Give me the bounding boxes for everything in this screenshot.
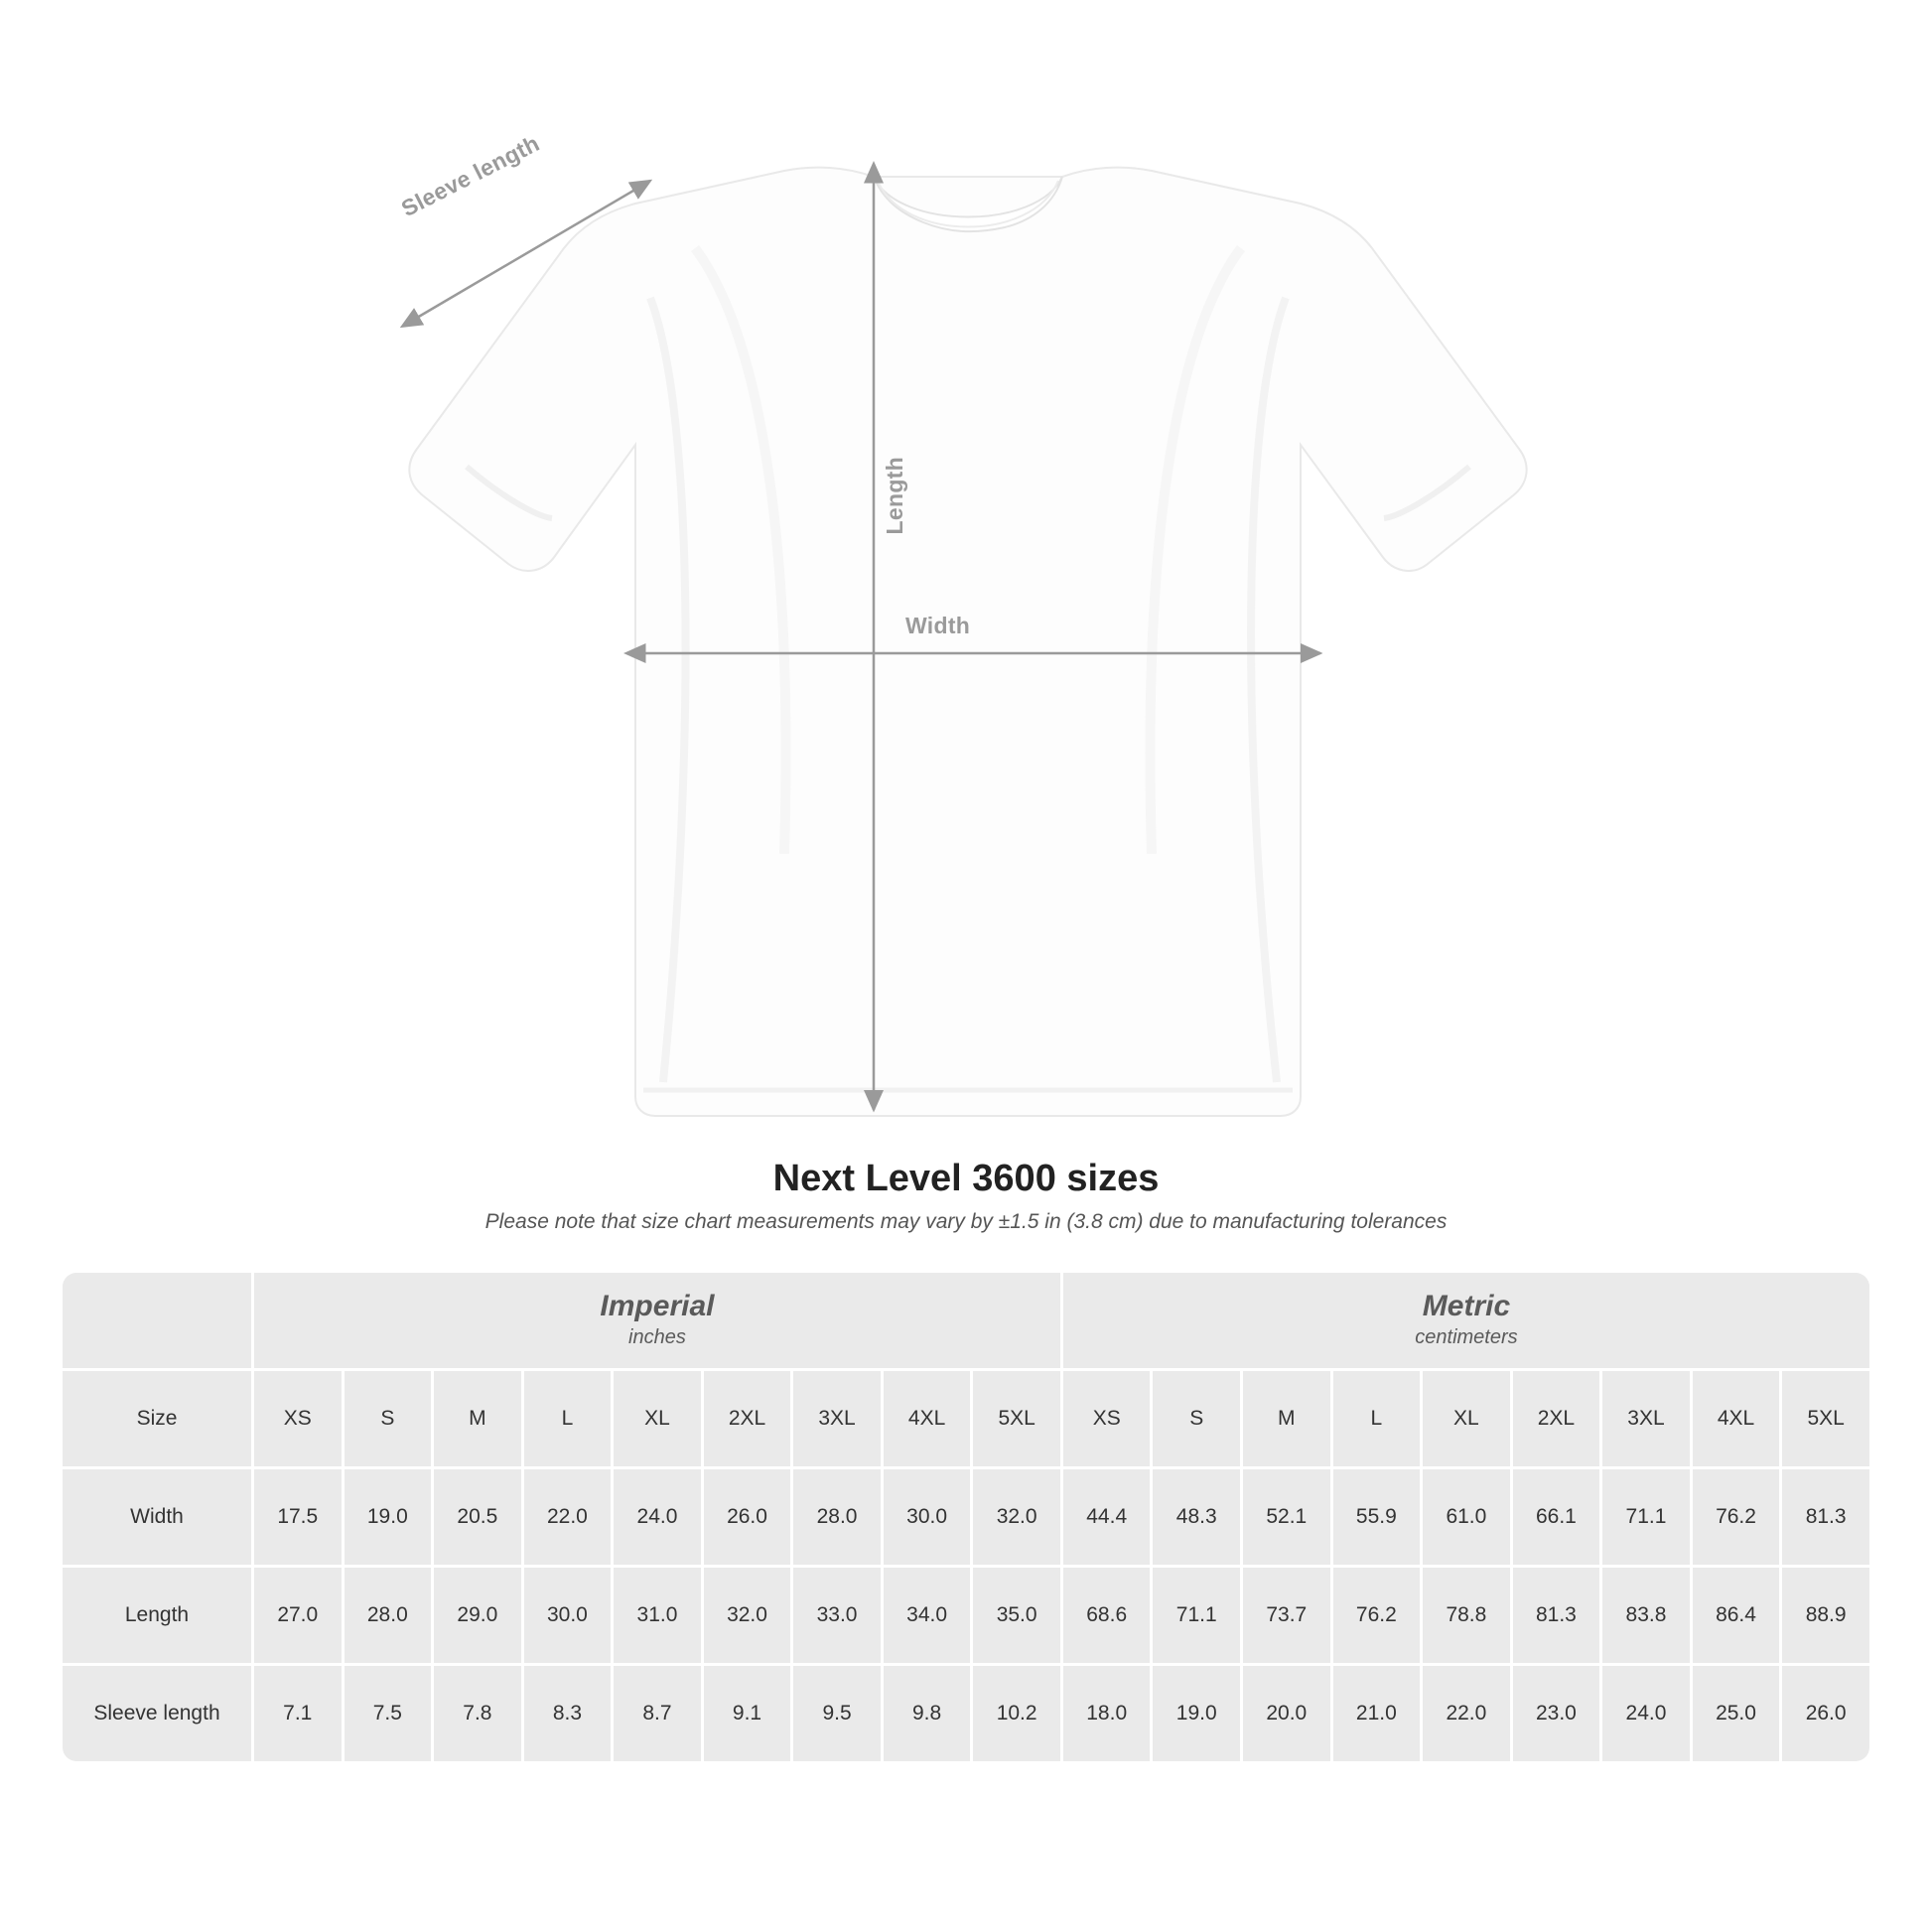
cell-width-met-xs: 44.4 [1063,1469,1151,1565]
cell-sleeve-met-l: 21.0 [1333,1666,1421,1761]
column-header-imp-3xl: 3XL [793,1371,881,1466]
cell-width-met-xl: 61.0 [1423,1469,1510,1565]
cell-width-imp-m: 20.5 [434,1469,521,1565]
system-unit-imperial: inches [628,1326,686,1349]
cell-width-imp-xs: 17.5 [254,1469,342,1565]
cell-width-imp-s: 19.0 [345,1469,432,1565]
cell-sleeve-met-4xl: 25.0 [1693,1666,1780,1761]
cell-sleeve-imp-2xl: 9.1 [704,1666,791,1761]
table-size-header-row [63,1371,1869,1466]
row-header-width: Width [63,1469,251,1565]
column-header-met-xl: XL [1423,1371,1510,1466]
cell-length-imp-4xl: 34.0 [884,1568,971,1663]
cell-length-met-5xl: 88.9 [1782,1568,1869,1663]
cell-sleeve-met-xs: 18.0 [1063,1666,1151,1761]
cell-length-imp-2xl: 32.0 [704,1568,791,1663]
cell-length-imp-s: 28.0 [345,1568,432,1663]
column-header-size: Size [63,1371,251,1466]
cell-width-imp-l: 22.0 [524,1469,612,1565]
cell-width-met-l: 55.9 [1333,1469,1421,1565]
cell-sleeve-imp-xs: 7.1 [254,1666,342,1761]
cell-sleeve-met-3xl: 24.0 [1602,1666,1690,1761]
cell-width-met-s: 48.3 [1153,1469,1240,1565]
row-header-length: Length [63,1568,251,1663]
cell-length-met-l: 76.2 [1333,1568,1421,1663]
column-header-imp-m: M [434,1371,521,1466]
cell-sleeve-imp-5xl: 10.2 [973,1666,1060,1761]
cell-width-met-5xl: 81.3 [1782,1469,1869,1565]
cell-sleeve-met-xl: 22.0 [1423,1666,1510,1761]
cell-width-met-3xl: 71.1 [1602,1469,1690,1565]
cell-sleeve-imp-s: 7.5 [345,1666,432,1761]
table-row [63,1568,1869,1663]
cell-sleeve-imp-xl: 8.7 [614,1666,701,1761]
table-system-header-row [63,1273,1869,1368]
tshirt-shape [409,168,1526,1116]
column-header-imp-2xl: 2XL [704,1371,791,1466]
cell-sleeve-imp-4xl: 9.8 [884,1666,971,1761]
cell-sleeve-met-2xl: 23.0 [1513,1666,1600,1761]
row-header-sleeve-length: Sleeve length [63,1666,251,1761]
cell-sleeve-met-m: 20.0 [1243,1666,1330,1761]
column-header-met-xs: XS [1063,1371,1151,1466]
column-header-imp-s: S [345,1371,432,1466]
column-header-met-4xl: 4XL [1693,1371,1780,1466]
cell-width-imp-3xl: 28.0 [793,1469,881,1565]
system-name-imperial: Imperial [600,1289,715,1322]
cell-sleeve-imp-l: 8.3 [524,1666,612,1761]
cell-length-imp-3xl: 33.0 [793,1568,881,1663]
cell-sleeve-met-s: 19.0 [1153,1666,1240,1761]
column-header-met-s: S [1153,1371,1240,1466]
cell-width-met-4xl: 76.2 [1693,1469,1780,1565]
cell-width-imp-5xl: 32.0 [973,1469,1060,1565]
table-row [63,1469,1869,1565]
width-label: Width [905,613,971,638]
cell-length-imp-l: 30.0 [524,1568,612,1663]
length-label: Length [882,457,907,535]
cell-length-imp-xl: 31.0 [614,1568,701,1663]
cell-length-met-3xl: 83.8 [1602,1568,1690,1663]
cell-width-imp-2xl: 26.0 [704,1469,791,1565]
tolerance-note: Please note that size chart measurements may vary by ±1.5 in (3.8 cm) due to manufacturing tolerances [484,1210,1448,1233]
cell-length-met-xs: 68.6 [1063,1568,1151,1663]
cell-width-met-m: 52.1 [1243,1469,1330,1565]
cell-length-imp-xs: 27.0 [254,1568,342,1663]
column-header-met-m: M [1243,1371,1330,1466]
cell-length-met-m: 73.7 [1243,1568,1330,1663]
system-header-spacer [63,1273,251,1368]
column-header-met-5xl: 5XL [1782,1371,1869,1466]
system-name-metric: Metric [1422,1289,1511,1322]
cell-length-met-xl: 78.8 [1423,1568,1510,1663]
page-title: Next Level 3600 sizes [772,1158,1160,1199]
column-header-imp-xl: XL [614,1371,701,1466]
cell-sleeve-met-5xl: 26.0 [1782,1666,1869,1761]
column-header-imp-4xl: 4XL [884,1371,971,1466]
cell-width-met-2xl: 66.1 [1513,1469,1600,1565]
cell-sleeve-imp-3xl: 9.5 [793,1666,881,1761]
system-unit-metric: centimeters [1415,1326,1518,1349]
system-header-imperial [254,1273,1060,1368]
cell-length-met-2xl: 81.3 [1513,1568,1600,1663]
column-header-met-l: L [1333,1371,1421,1466]
column-header-imp-l: L [524,1371,612,1466]
column-header-imp-5xl: 5XL [973,1371,1060,1466]
size-table [60,1270,1872,1764]
cell-width-imp-xl: 24.0 [614,1469,701,1565]
title-block [0,1158,1932,1234]
cell-length-imp-m: 29.0 [434,1568,521,1663]
cell-length-met-4xl: 86.4 [1693,1568,1780,1663]
column-header-met-2xl: 2XL [1513,1371,1600,1466]
size-table-wrapper [60,1270,1872,1764]
column-header-imp-xs: XS [254,1371,342,1466]
system-header-metric [1063,1273,1869,1368]
cell-sleeve-imp-m: 7.8 [434,1666,521,1761]
table-row [63,1666,1869,1761]
sleeve-length-label: Sleeve length [397,129,544,222]
cell-width-imp-4xl: 30.0 [884,1469,971,1565]
column-header-met-3xl: 3XL [1602,1371,1690,1466]
cell-length-imp-5xl: 35.0 [973,1568,1060,1663]
cell-length-met-s: 71.1 [1153,1568,1240,1663]
